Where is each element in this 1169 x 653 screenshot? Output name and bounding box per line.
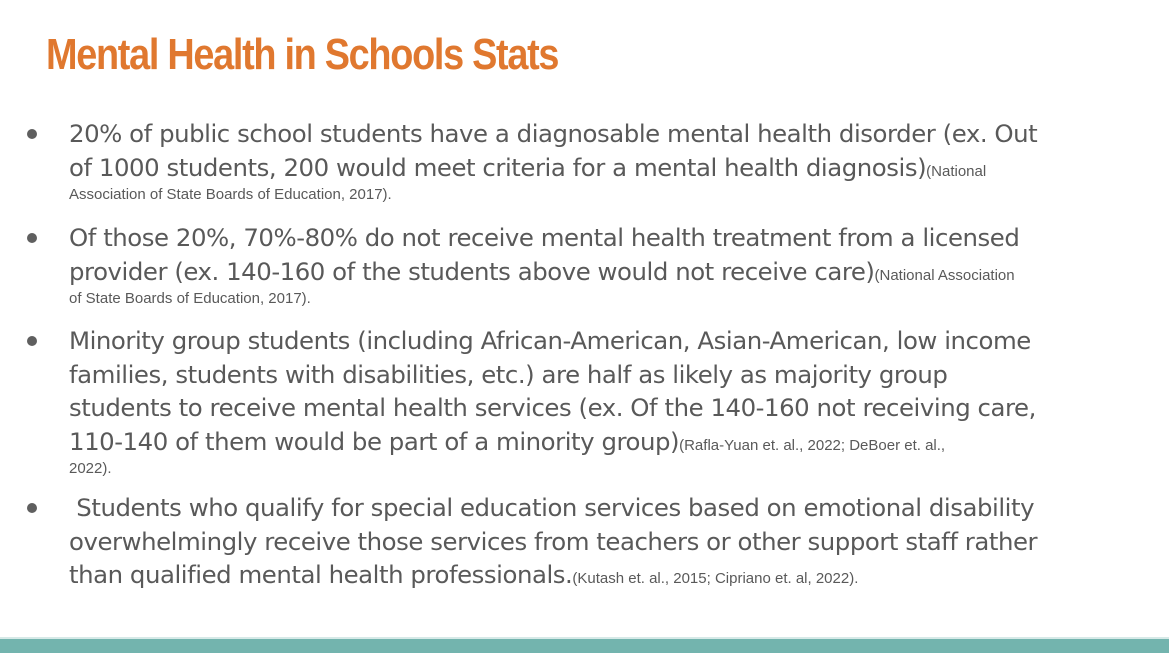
bullet-line: 20% of public school students have a diagnosable mental health disorder (ex. Out [69,119,1038,148]
bullet-text [69,221,1149,310]
bullet-line: Minority group students (including African-American, Asian-American, low income [69,326,1031,355]
citation: (Kutash et. al., 2015; Cipriano et. al, 2022). [572,570,859,587]
bullet-text [69,324,1149,480]
citation: (National [926,162,987,180]
footer-bar [0,639,1169,653]
citation-continued: 2022). [69,460,112,477]
citation-continued: of State Boards of Education, 2017). [69,290,311,307]
bullet-line: Students who qualify for special education services based on emotional disability [69,493,1035,522]
bullet-line: students to receive mental health services (ex. Of the 140-160 not receiving care, [69,393,1036,422]
bullet-line [69,151,1149,189]
bullet-line-text: provider (ex. 140-160 of the students above would not receive care) [69,256,875,286]
bullet-line: Of those 20%, 70%-80% do not receive mental health treatment from a licensed [69,223,1020,252]
bullet-line [69,425,1149,463]
citation: (National Association [874,266,1015,284]
bullet-text [69,117,1149,206]
bullet-dot-icon [27,129,37,139]
citation-continued: Association of State Boards of Education, 2017). [69,186,392,203]
bullet-dot-icon [27,503,37,513]
bullet-line [69,255,1149,293]
bullet-line: overwhelmingly receive those services from teachers or other support staff rather [69,526,1038,556]
bullet-line-text: 110-140 of them would be part of a minority group) [69,426,680,456]
bullet-line: families, students with disabilities, etc.) are half as likely as majority group [69,359,948,389]
bullet-text [69,491,1149,596]
bullet-line [69,558,1149,596]
slide-title: Mental Health in Schools Stats [46,30,559,79]
bullet-line-text: of 1000 students, 200 would meet criteria for a mental health diagnosis) [69,152,927,182]
bullet-line-text: than qualified mental health professionals. [69,560,573,589]
bullet-dot-icon [27,336,37,346]
bullet-dot-icon [27,233,37,243]
citation: (Rafla-Yuan et. al., 2022; DeBoer et. al., [679,436,946,454]
